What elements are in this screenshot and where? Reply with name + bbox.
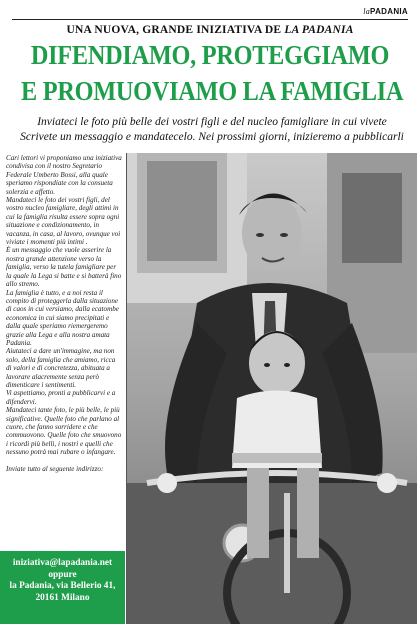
body-paragraph: Inviate tutto al seguente indirizzo:	[6, 464, 104, 473]
body-paragraph: Vi aspettiamo, pronti a pubblicarvi e a difendervi.	[6, 389, 116, 406]
article-body	[6, 154, 122, 473]
body-paragraph: La famiglia è tutto, e a noi resta il compito di proteggerla dalla situazione di caos in cui versiamo, dalla ecatombe economica in cui siamo precipitati e dalla quale speriamo riemergeremo grazie alla Lega e alla nostra amata Padania.	[6, 288, 119, 347]
contact-oppure: oppure	[48, 569, 77, 580]
family-photo-illustration	[127, 153, 417, 624]
body-paragraph: Mandateci tante foto, le più belle, le più significative. Quelle foto che parlano al cuore, che fanno sorridere e che commuovono. Quelle foto che smuovono i ricordi più belli, i nostri e quelli che nessuno potrà mai rubare o infangare.	[6, 406, 122, 457]
headline-line-1: DIFENDIAMO, PROTEGGIAMO	[30, 40, 390, 70]
body-paragraph: Mandateci le foto dei vostri figli, del vostro nucleo famigliare, degli attimi in cui la famiglia risulta essere sopra ogni situazione e condizionamento, in vacanza, in casa, al lavoro, ovunque voi viviate i momenti più intimi .	[6, 196, 121, 247]
contact-address-line-1: la Padania, via Bellerio 41,	[9, 581, 116, 591]
headline-line-2: E PROMUOVIAMO LA FAMIGLIA	[21, 76, 404, 106]
masthead	[363, 6, 408, 16]
masthead-padania: PADANIA	[370, 7, 408, 16]
kicker	[0, 24, 420, 36]
masthead-la: la	[363, 7, 371, 16]
body-paragraph: Cari lettori vi proponiamo una iniziativa condivisa con il nostro Segretario Federale Umberto Bossi, alla quale speriamo rispondiate con la consueta solerzia e affetto.	[6, 154, 122, 196]
intro-line-2: Scrivete un messaggio e mandatecelo. Nei prossimi giorni, inizieremo a pubblicarli	[20, 131, 404, 143]
kicker-text: UNA NUOVA, GRANDE INIZIATIVA DE	[66, 24, 285, 36]
intro	[14, 115, 410, 145]
body-paragraph: È un messaggio che vuole asserire la nostra grande attenzione verso la famiglia, verso la tutela famigliare per la quale la Lega si batte e si batterà fino allo stremo.	[6, 246, 122, 289]
intro-line-1: Inviateci le foto più belle dei vostri figli e del nucleo famigliare in cui vivete	[37, 116, 387, 128]
contact-address-line-2: 20161 Milano	[35, 592, 90, 603]
family-photo	[126, 153, 417, 624]
contact-email[interactable]: iniziativa@lapadania.net	[12, 558, 113, 568]
body-paragraph: Aiutateci a dare un'immagine, ma non solo, della famiglia che amiamo, ricca di valori e di concretezza, abituata a lavorare alacremente senza però dimenticare i sentimenti.	[6, 347, 116, 389]
contact-box	[0, 551, 125, 624]
kicker-paper: LA PADANIA	[284, 24, 354, 36]
top-rule	[12, 19, 408, 20]
